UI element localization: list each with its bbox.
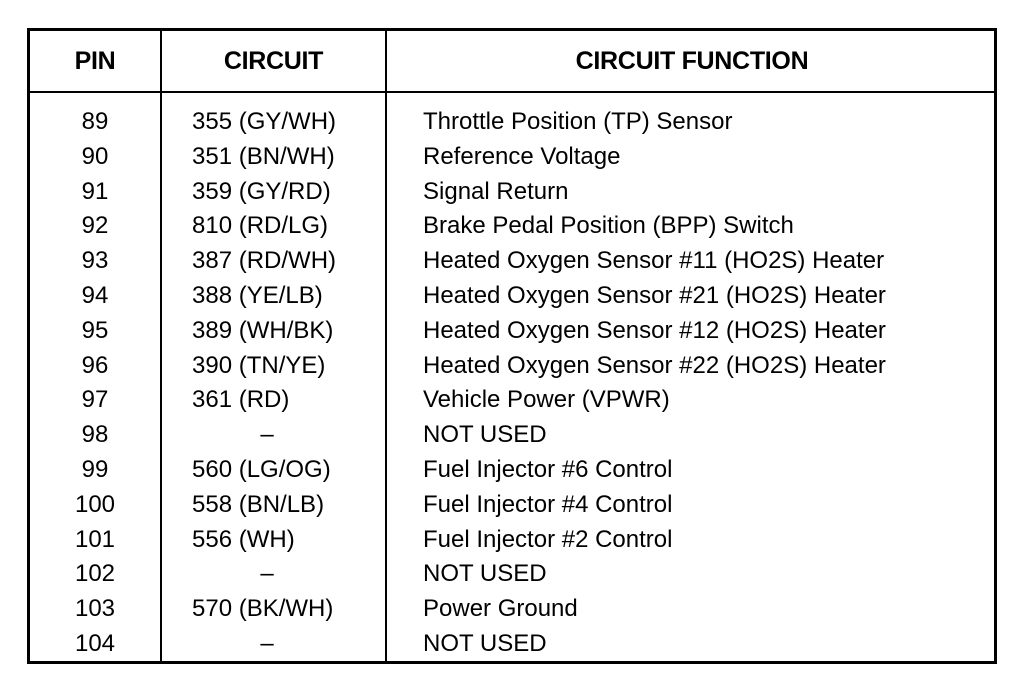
circuit-code: – <box>260 560 274 588</box>
table-row <box>30 140 994 175</box>
pin-number: 92 <box>81 212 109 240</box>
circuit-code: 387 (RD/WH) <box>192 247 337 275</box>
pin-number: 97 <box>81 386 109 414</box>
circuit-code: 388 (YE/LB) <box>192 281 323 309</box>
circuit-function: Heated Oxygen Sensor #21 (HO2S) Heater <box>423 281 886 309</box>
circuit-function: Fuel Injector #6 Control <box>423 455 673 483</box>
circuit-code: 389 (WH/BK) <box>192 316 334 344</box>
pin-number: 90 <box>81 142 109 170</box>
pin-number: 93 <box>81 247 109 275</box>
circuit-code: 351 (BN/WH) <box>192 142 335 170</box>
circuit-function: Power Ground <box>423 595 578 623</box>
table-row <box>30 175 994 210</box>
header-pin: PIN <box>74 47 116 75</box>
table-row <box>30 105 994 140</box>
table-row <box>30 488 994 523</box>
table-row <box>30 244 994 279</box>
table-row <box>30 557 994 592</box>
circuit-function: Fuel Injector #2 Control <box>423 525 673 553</box>
circuit-code: 558 (BN/LB) <box>192 490 325 518</box>
pin-number: 94 <box>81 281 109 309</box>
table-row <box>30 349 994 384</box>
circuit-code: – <box>260 421 274 449</box>
circuit-function: Vehicle Power (VPWR) <box>423 386 670 414</box>
circuit-code: 560 (LG/OG) <box>192 455 331 483</box>
circuit-function: NOT USED <box>423 560 547 588</box>
circuit-code: – <box>260 629 274 657</box>
circuit-code: 556 (WH) <box>192 525 295 553</box>
pin-number: 95 <box>81 316 109 344</box>
circuit-function: Brake Pedal Position (BPP) Switch <box>423 212 794 240</box>
circuit-function: NOT USED <box>423 421 547 449</box>
table-row <box>30 592 994 627</box>
header-circuit-function: CIRCUIT FUNCTION <box>575 47 809 75</box>
pin-number: 104 <box>74 629 116 657</box>
pin-number: 103 <box>74 595 116 623</box>
circuit-function: Reference Voltage <box>423 142 621 170</box>
pin-number: 102 <box>74 560 116 588</box>
circuit-code: 359 (GY/RD) <box>192 177 331 205</box>
table-row <box>30 418 994 453</box>
circuit-code: 361 (RD) <box>192 386 290 414</box>
pin-number: 101 <box>74 525 116 553</box>
header-circuit: CIRCUIT <box>223 47 324 75</box>
table-row <box>30 453 994 488</box>
pin-circuit-table <box>27 28 997 664</box>
circuit-function: Signal Return <box>423 177 569 205</box>
header-rule <box>30 91 994 93</box>
table-row <box>30 209 994 244</box>
circuit-function: Throttle Position (TP) Sensor <box>423 108 733 135</box>
pin-number: 96 <box>81 351 109 379</box>
pin-number: 99 <box>81 455 109 483</box>
table-row <box>30 314 994 349</box>
circuit-code: 355 (GY/WH) <box>192 108 337 135</box>
circuit-function: Heated Oxygen Sensor #12 (HO2S) Heater <box>423 316 886 344</box>
circuit-code: 390 (TN/YE) <box>192 351 326 379</box>
circuit-code: 810 (RD/LG) <box>192 212 329 240</box>
circuit-function: Heated Oxygen Sensor #11 (HO2S) Heater <box>423 247 885 275</box>
circuit-code: 570 (BK/WH) <box>192 595 334 623</box>
pin-number: 91 <box>81 177 109 205</box>
table-body <box>30 105 994 662</box>
circuit-function: Heated Oxygen Sensor #22 (HO2S) Heater <box>423 351 886 379</box>
pin-number: 100 <box>74 490 116 518</box>
table-row <box>30 523 994 558</box>
table-row <box>30 627 994 662</box>
pin-number: 98 <box>81 421 109 449</box>
table-row <box>30 383 994 418</box>
pin-number: 89 <box>81 108 109 135</box>
table-row <box>30 279 994 314</box>
circuit-function: NOT USED <box>423 629 547 657</box>
circuit-function: Fuel Injector #4 Control <box>423 490 673 518</box>
